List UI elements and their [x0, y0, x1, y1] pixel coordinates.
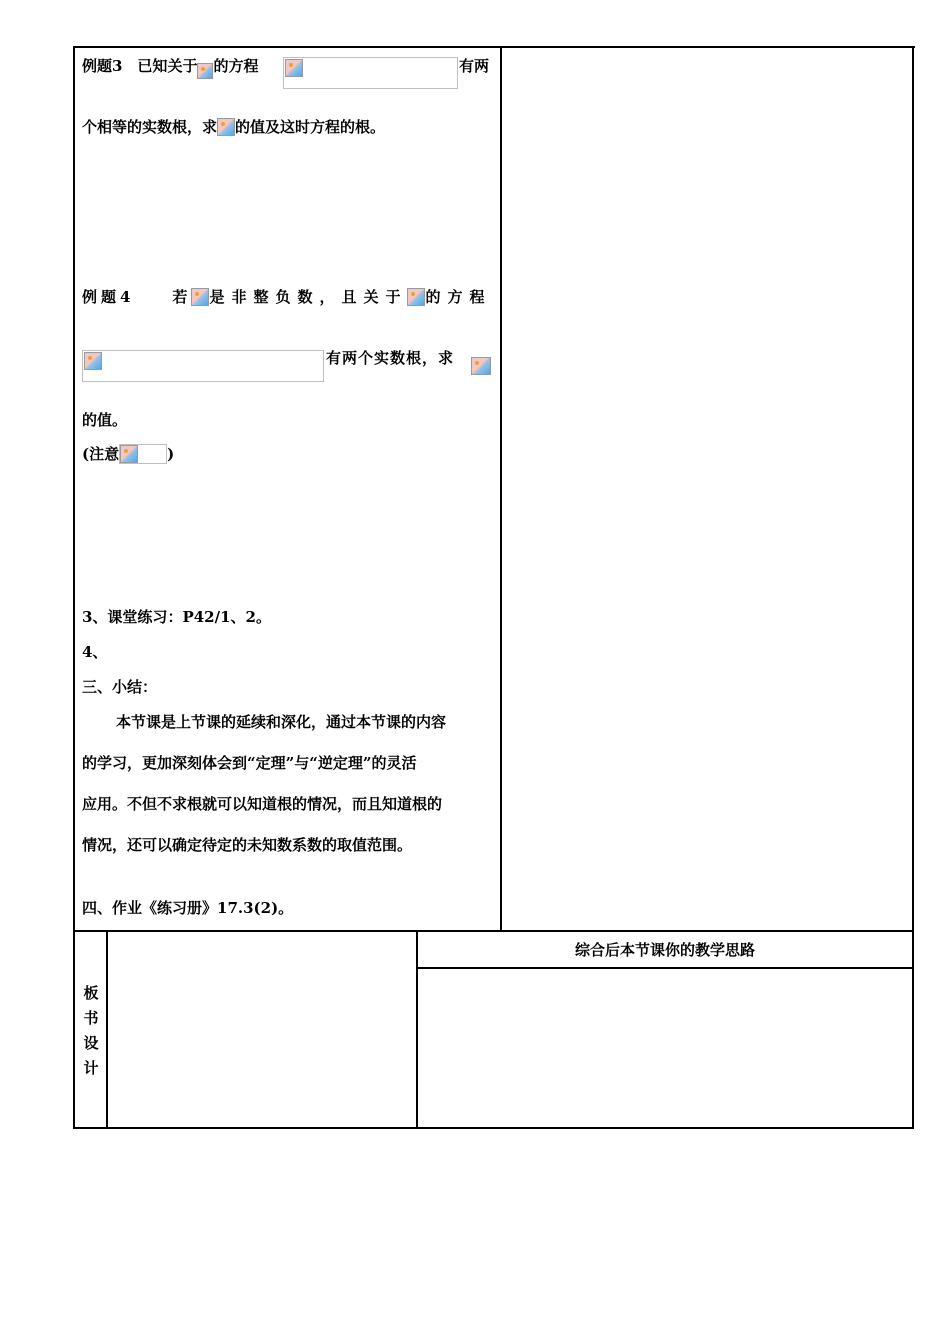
- equation-image-box: [283, 57, 458, 89]
- board-design-label: 板书设计: [83, 984, 99, 1077]
- note-close: ): [167, 445, 175, 463]
- note-open: (注意: [82, 445, 120, 463]
- example4-note: [82, 444, 174, 464]
- table-left-border: [73, 46, 75, 1129]
- summary-line: 的学习，更加深刻体会到“定理”与“逆定理”的灵活: [82, 754, 417, 772]
- example3-text-c: 有两: [459, 57, 490, 75]
- example3-text-b: 的方程: [213, 57, 259, 75]
- example3-line1: [82, 56, 258, 79]
- example4-line3: 的值。: [82, 411, 128, 429]
- formula-image-icon: [120, 445, 138, 463]
- summary-heading: 三、小结：: [82, 678, 158, 696]
- example3-text-a: 例题3 已知关于: [82, 57, 198, 75]
- example3-line2: [82, 117, 385, 137]
- formula-image-icon: [84, 352, 102, 370]
- formula-image-icon: [217, 118, 235, 136]
- example4-line2: [326, 348, 454, 368]
- section-divider: [73, 930, 914, 932]
- formula-image-icon: [197, 63, 213, 79]
- summary-line: 情况，还可以确定待定的未知数系数的取值范围。: [82, 836, 413, 854]
- formula-image-icon: [191, 288, 209, 306]
- formula-image-icon: [471, 357, 491, 375]
- table-bottom-border: [73, 1127, 914, 1129]
- thinking-header-divider: [416, 967, 914, 969]
- formula-image-icon: [285, 59, 303, 77]
- column-divider: [500, 46, 502, 931]
- note-image-box: [119, 444, 167, 464]
- example3-text-d: 个相等的实数根，求: [82, 118, 218, 136]
- example4-text-c: 的方程: [425, 288, 492, 306]
- equation-image-box: [82, 350, 324, 382]
- example4-text-d: 有两个实数根，求: [326, 349, 455, 367]
- thinking-header: 综合后本节课你的教学思路: [574, 941, 755, 959]
- summary-line: 应用。不但不求根就可以知道根的情况，而且知道根的: [82, 795, 443, 813]
- summary-line: 本节课是上节课的延续和深化，通过本节课的内容: [116, 713, 447, 731]
- label-column-divider: [106, 930, 108, 1129]
- table-top-border: [73, 46, 915, 48]
- example3-text-e: 的值及这时方程的根。: [235, 118, 386, 136]
- homework-line: 四、作业《练习册》17.3(2)。: [82, 899, 294, 917]
- practice-line: 3、课堂练习：P42/1、2。: [82, 608, 271, 626]
- example4-line1: [82, 287, 491, 307]
- item4-line: 4、: [82, 643, 108, 661]
- example4-text-a: 例题4 若: [82, 288, 192, 306]
- formula-image-icon: [407, 288, 425, 306]
- example4-text-b: 是非整负数，且关于: [209, 288, 408, 306]
